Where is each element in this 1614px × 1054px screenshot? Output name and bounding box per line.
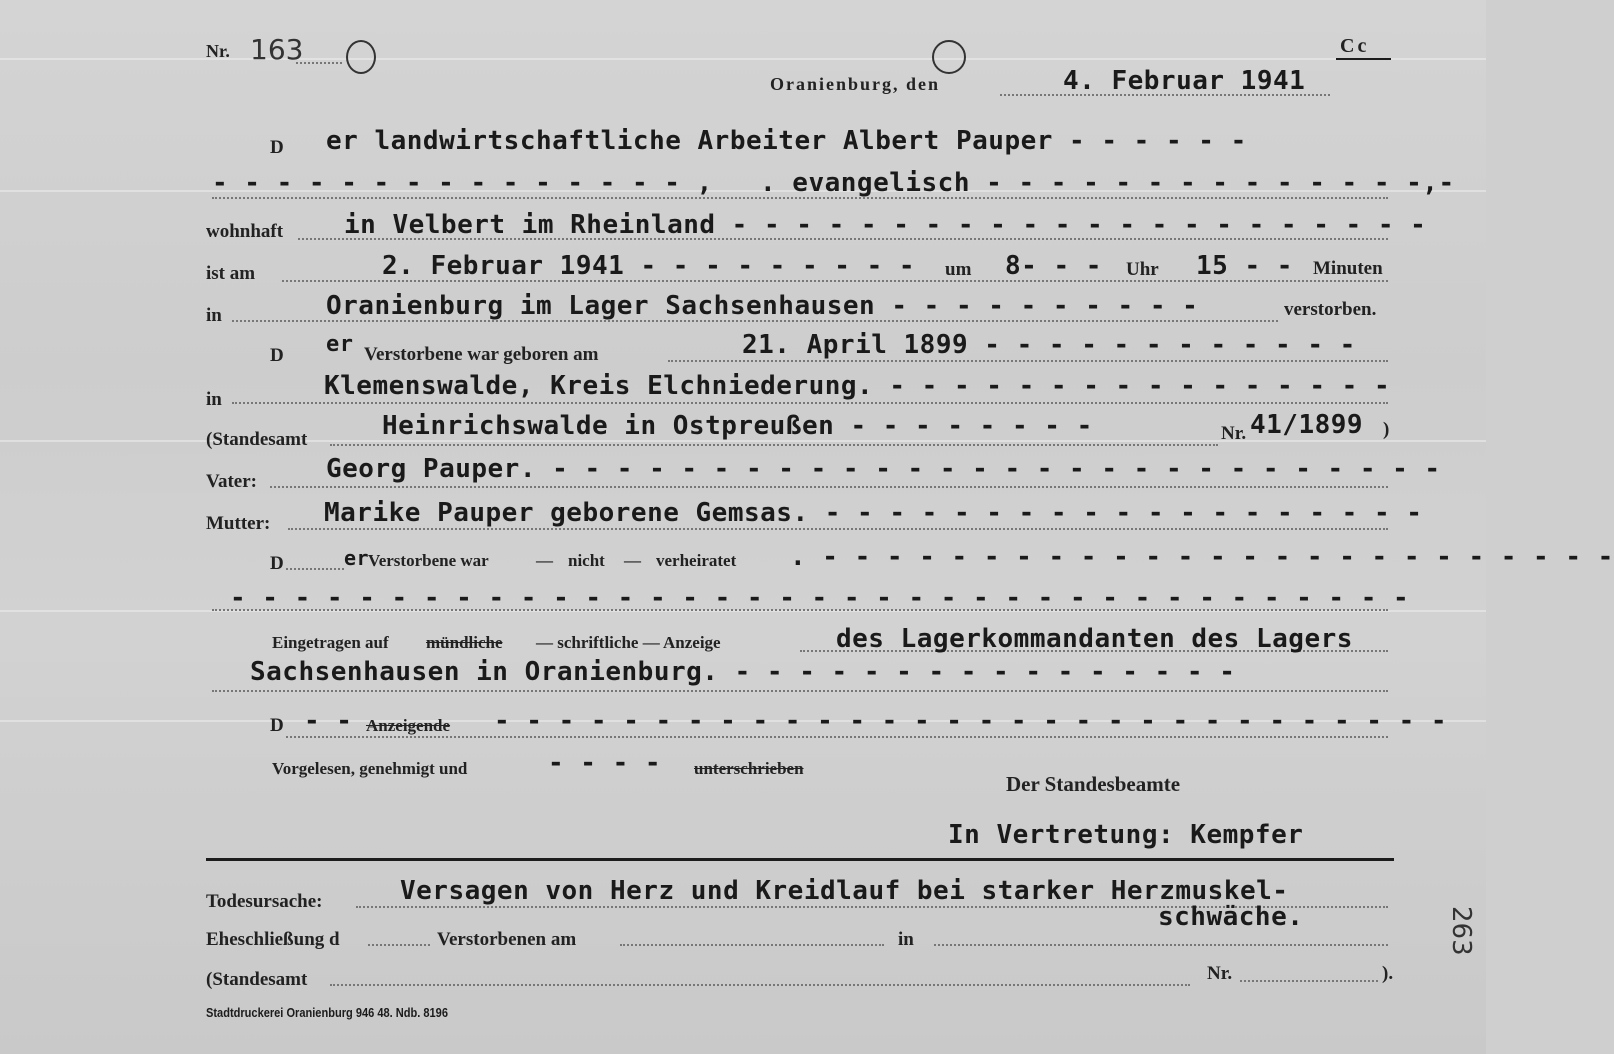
punch-hole-icon: [346, 40, 376, 74]
verstorben-label: verstorben.: [1284, 299, 1377, 320]
registry-label: (Standesamt: [206, 429, 308, 450]
entry-label-b: — schriftliche — Anzeige: [536, 633, 721, 652]
marital-dash-1: —: [536, 551, 553, 570]
nr-label: Nr.: [206, 41, 230, 61]
marital-dashes: . - - - - - - - - - - - - - - - - - - - - - - - - -: [790, 542, 1614, 572]
place-label: Oranienburg, den: [770, 74, 941, 94]
death-hour: 8- - -: [1005, 251, 1102, 281]
entry-label-a: Eingetragen auf: [272, 633, 389, 652]
record-number: 163: [250, 33, 304, 66]
informant-dashes: - - - - - - - - - - - - - - - - - - - - - - - - - - - - - -: [494, 706, 1448, 736]
death-date-label: ist am: [206, 263, 256, 284]
registrar-signature: In Vertretung: Kempfer: [948, 820, 1304, 850]
birthplace-value: Klemenswalde, Kreis Elchniederung. - - - - - - - - - - - - - - - -: [324, 371, 1391, 401]
gender-prefix: D: [270, 137, 284, 158]
registrar-title: Der Standesbeamte: [1006, 772, 1181, 796]
cause-value: Versagen von Herz und Kreidlauf bei starker Herzmuskel-: [400, 876, 1289, 906]
printer-imprint: Stadtdruckerei Oranienburg 946 48. Ndb. 8196: [206, 1005, 448, 1020]
religion: . evangelisch - - - - - - - - - - - - - -,-: [760, 168, 1455, 198]
residence-value: in Velbert im Rheinland - - - - - - - - - - - - - - - - - - - - - -: [344, 210, 1427, 240]
document-date: 4. Februar 1941: [1063, 66, 1306, 96]
marital-verheiratet: verheiratet: [656, 551, 737, 570]
marriage-label: Eheschließung d: [206, 929, 340, 950]
informant-dashes-before: - -: [304, 706, 353, 736]
corner-mark: Cc: [1340, 35, 1370, 57]
minuten-label: Minuten: [1313, 258, 1383, 279]
registry-office-value: Heinrichswalde in Ostpreußen - - - - - - - -: [382, 411, 1093, 441]
marriage-in-label: in: [898, 929, 914, 950]
informant-value-line2: Sachsenhausen in Oranienburg. - - - - - - - - - - - - - - - -: [250, 657, 1236, 687]
registry-nr-value: 41/1899: [1250, 410, 1364, 440]
birthplace-label: in: [206, 389, 222, 410]
read-label: Vorgelesen, genehmigt und: [272, 759, 468, 778]
death-minute: 15 - -: [1196, 251, 1293, 281]
birth-prefix: D: [270, 345, 284, 366]
person-line2-dashes: - - - - - - - - - - - - - - - ,: [212, 168, 713, 198]
lower-registry-close: ).: [1382, 963, 1394, 984]
informant-value: des Lagerkommandanten des Lagers: [836, 624, 1353, 654]
registry-nr-label: Nr.: [1221, 423, 1247, 444]
marital-prefix: D: [270, 553, 284, 574]
marital-typed-er: er: [344, 546, 370, 570]
birth-date-value: 21. April 1899 - - - - - - - - - - - -: [742, 330, 1356, 360]
marriage-label-2: Verstorbenen am: [437, 929, 577, 950]
deceased-name-occupation: er landwirtschaftliche Arbeiter Albert Pauper - - - - - -: [326, 126, 1247, 156]
marital-dash-2: —: [624, 551, 641, 570]
margin-note: 263: [1446, 906, 1476, 956]
punch-hole-icon: [932, 40, 966, 74]
informant-prefix: D: [270, 715, 284, 736]
death-place-value: Oranienburg im Lager Sachsenhausen - - - - - - - - - -: [326, 291, 1199, 321]
marital-label: Verstorbene war: [368, 551, 489, 570]
uhr-label: Uhr: [1126, 259, 1159, 280]
marital-nicht: nicht: [568, 551, 605, 570]
cause-label: Todesursache:: [206, 891, 323, 912]
entry-label-struck: mündliche: [426, 633, 503, 652]
um-label: um: [945, 259, 972, 280]
death-place-label: in: [206, 305, 222, 326]
death-date-value: 2. Februar 1941 - - - - - - - - -: [382, 251, 916, 281]
marital-dashes-line2: - - - - - - - - - - - - - - - - - - - - - - - - - - - - - - - - - - - - -: [230, 583, 1410, 613]
residence-label: wohnhaft: [206, 221, 284, 242]
cause-value-2: schwäche.: [1158, 902, 1304, 932]
lower-registry-nr-label: Nr.: [1207, 963, 1233, 984]
registry-close: ): [1383, 419, 1390, 440]
mother-label: Mutter:: [206, 513, 271, 534]
informant-label-struck: Anzeigende: [366, 716, 451, 735]
father-label: Vater:: [206, 471, 257, 492]
birth-label: Verstorbene war geboren am: [364, 344, 599, 365]
lower-registry-label: (Standesamt: [206, 969, 308, 990]
read-dashes: - - - -: [548, 748, 662, 778]
mother-value: Marike Pauper geborene Gemsas. - - - - - - - - - - - - - - - - - - -: [324, 498, 1423, 528]
father-value: Georg Pauper. - - - - - - - - - - - - - - - - - - - - - - - - - - - -: [326, 454, 1441, 484]
read-label-struck: unterschrieben: [694, 759, 804, 778]
birth-typed-er: er: [326, 332, 354, 357]
